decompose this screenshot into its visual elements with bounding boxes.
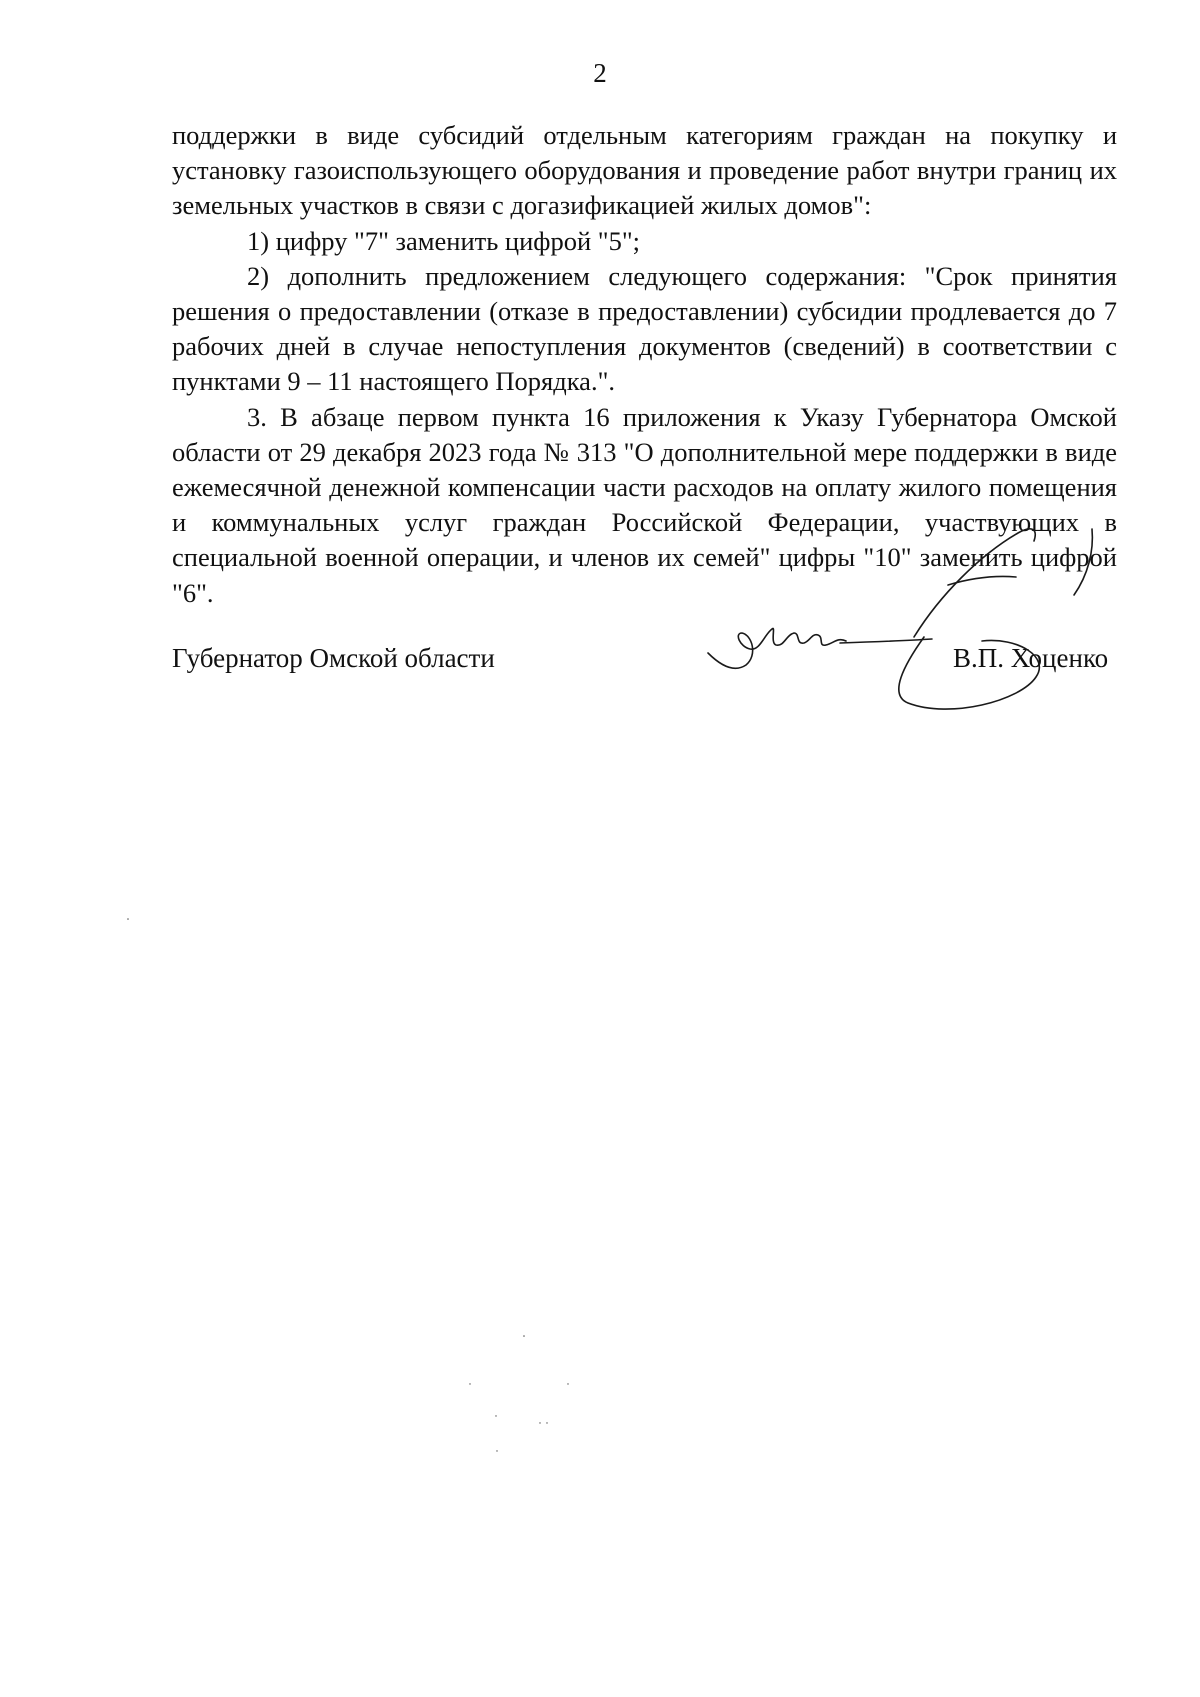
paragraph-item-2: 2) дополнить предложением следующего содержания: "Срок принятия решения о предоставлении (отказе в предоставлении) субсидии продлевается до 7 рабочих дней в случае непоступления документов (сведений) в соответствии с пунктами 9 – 11 настоящего Порядка.". bbox=[172, 260, 1117, 397]
handwritten-signature-icon bbox=[700, 525, 1120, 725]
paragraph-continuation: поддержки в виде субсидий отдельным категориям граждан на покупку и установку газоиспользующего оборудования и проведение работ внутри границ их земельных участков в связи с догазификацией жилых домов": bbox=[172, 120, 1117, 221]
signatory-title: Губернатор Омской области bbox=[172, 643, 495, 673]
page-number: 2 bbox=[593, 58, 607, 88]
signatory-name: В.П. Хоценко bbox=[953, 643, 1109, 673]
paragraph-clause-3: 3. В абзаце первом пункта 16 приложения к Указу Губернатора Омской области от 29 декабря 2023 года № 313 "О дополнительной мере поддержки в виде ежемесячной денежной компенсации части расходов на оплату жилого помещения и коммунальных услуг граждан Российской Федерации, участвующих в специальной военной операции, и членов их семей" цифры "10" заменить цифрой "6". bbox=[172, 401, 1117, 608]
paragraph-item-1: 1) цифру "7" заменить цифрой "5"; bbox=[247, 225, 641, 256]
